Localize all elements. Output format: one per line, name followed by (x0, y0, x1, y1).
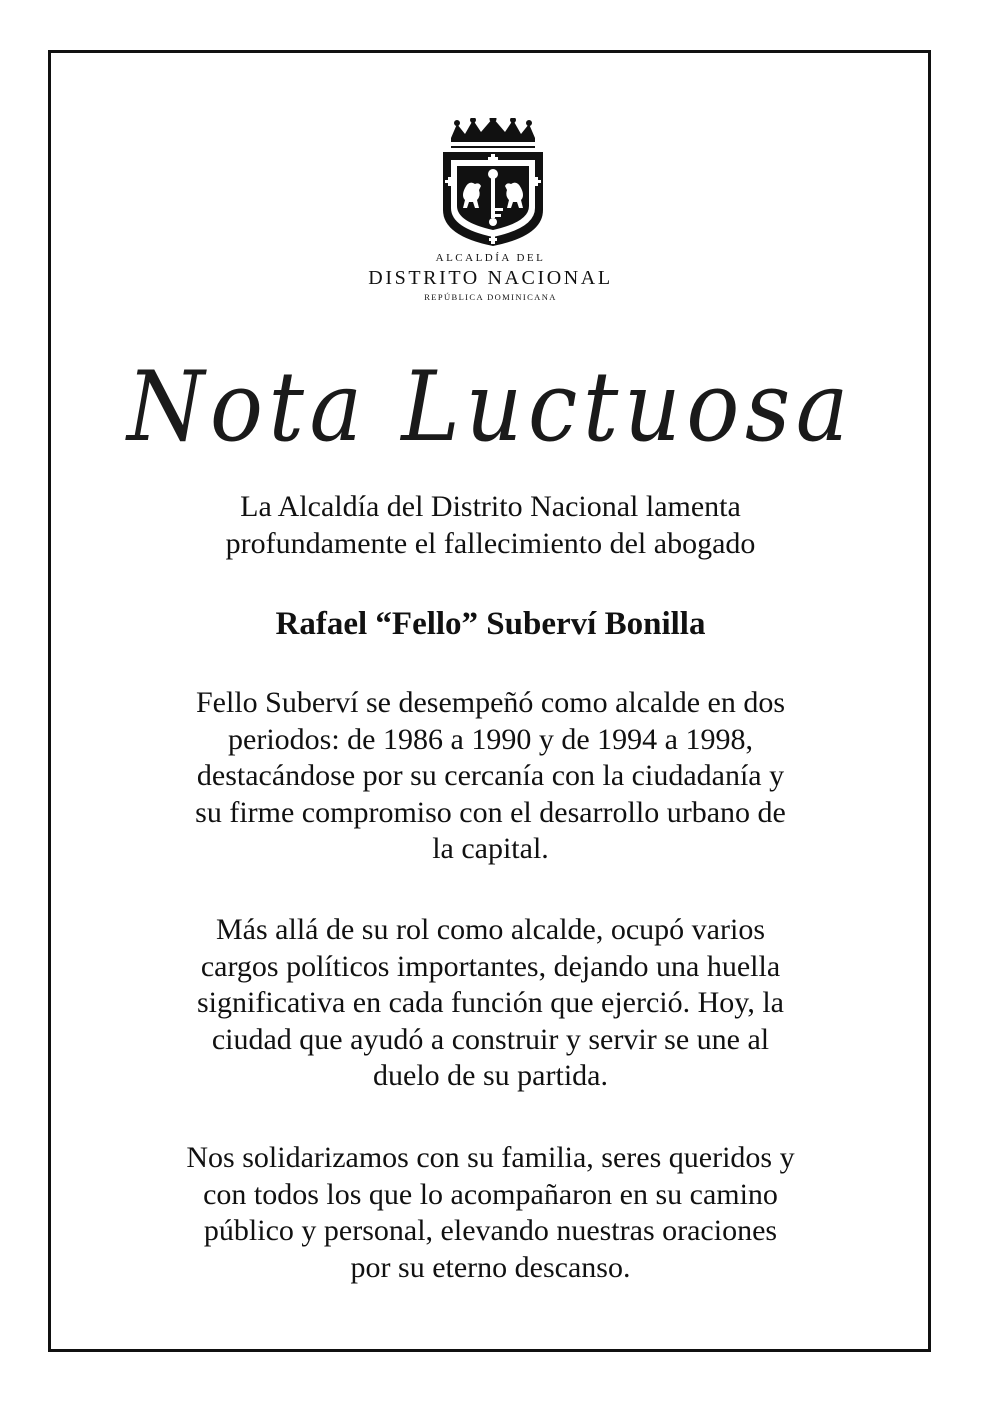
paragraph-line: la capital. (432, 832, 549, 865)
org-country: REPÚBLICA DOMINICANA (424, 292, 557, 302)
paragraph-line: por su eterno descanso. (350, 1250, 631, 1284)
paragraph-line: cargos políticos importantes, dejando una huella (200, 949, 781, 983)
paragraph-career (80, 685, 901, 868)
paragraph-condolences (80, 1140, 901, 1286)
intro-text (80, 488, 901, 562)
paragraph-line: público y personal, elevando nuestras oraciones (203, 1214, 778, 1247)
paragraph-line: Fello Suberví se desempeñó como alcalde en dos (195, 686, 785, 719)
paragraph-line: Nos solidarizamos con su familia, seres queridos y (186, 1141, 795, 1174)
paragraph-line: su firme compromiso con el desarrollo urbano de (195, 795, 786, 829)
paragraph-line: duelo de su partida. (373, 1059, 608, 1092)
org-name-prefix: ALCALDÍA DEL (435, 252, 546, 264)
paragraph-line: significativa en cada función que ejerció. Hoy, la (197, 986, 784, 1019)
deceased-name: Rafael “Fello” Suberví Bonilla (275, 606, 706, 642)
intro-line: profundamente el fallecimiento del abogado (225, 527, 756, 560)
page-title: Nota Luctuosa (127, 351, 854, 463)
paragraph-legacy (80, 912, 901, 1095)
paragraph-line: periodos: de 1986 a 1990 y de 1994 a 1998, (228, 722, 753, 756)
org-name: DISTRITO NACIONAL (368, 267, 613, 289)
paragraph-line: con todos los que lo acompañaron en su camino (203, 1177, 778, 1211)
coat-of-arms-icon (437, 118, 549, 248)
paragraph-line: ciudad que ayudó a construir y servir se une al (211, 1022, 770, 1056)
intro-line: La Alcaldía del Distrito Nacional lamenta (240, 490, 741, 523)
paragraph-line: Más allá de su rol como alcalde, ocupó varios (216, 913, 765, 946)
paragraph-line: destacándose por su cercanía con la ciudadanía y (196, 759, 785, 792)
